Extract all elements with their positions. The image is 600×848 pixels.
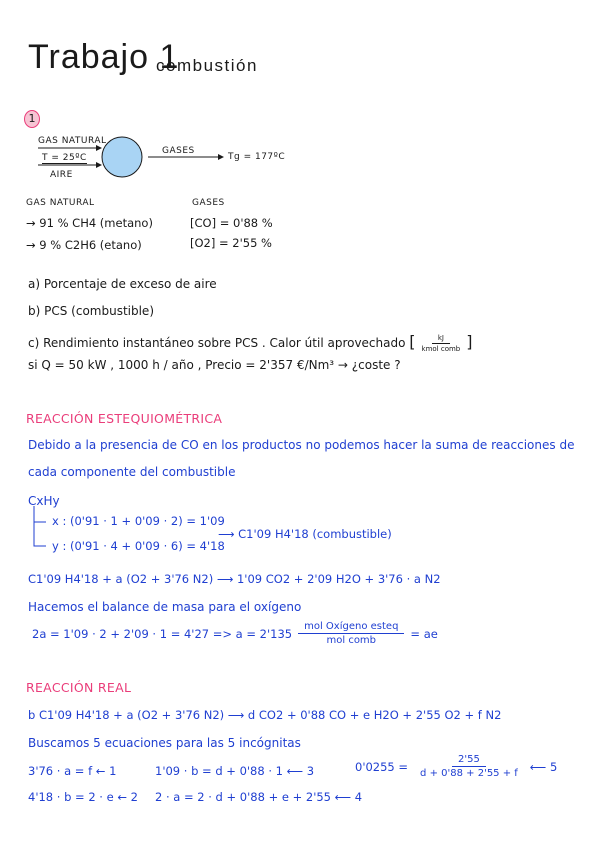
section-heading-real: REACCIÓN REAL [26,680,132,695]
input-aire: AIRE [50,170,73,180]
equation-5-left: 0'0255 = [355,759,409,774]
fuel-result: ⟶ C1'09 H4'18 (combustible) [218,527,392,541]
equation-3: 1'09 · b = d + 0'88 · 1 ⟵ 3 [155,764,315,778]
equation-5-fraction: $\frac{2'55}{d + 0'88 + 2'55 + f}$ [420,754,518,779]
question-c-text: c) Rendimiento instantáneo sobre PCS . Calor útil aprovechado [28,336,406,350]
stoich-text-line2: cada componente del combustible [28,465,236,479]
equation-5 [355,754,557,779]
section-heading-stoichiometric: REACCIÓN ESTEQUIOMÉTRICA [26,411,223,426]
balance-equation-tail: = ae [410,626,438,641]
question-b: b) PCS (combustible) [28,304,154,318]
question-d: si Q = 50 kW , 1000 h / año , Precio = 2'357 €/Nm³ → ¿coste ? [28,358,401,372]
balance-equation-left: 2a = 1'09 · 2 + 2'09 · 1 = 4'27 => a = 2'135 [32,626,293,641]
page-subtitle: combustión [156,56,258,75]
question-a: a) Porcentaje de exceso de aire [28,277,217,291]
equation-2: 4'18 · b = 2 · e ← 2 [28,790,138,804]
stoich-reaction: C1'09 H4'18 + a (O2 + 3'76 N2) ⟶ 1'09 CO2 + 2'09 H2O + 3'76 · a N2 [28,572,441,586]
balance-equation [32,621,438,646]
page-title: Trabajo 1 [28,38,180,76]
x-coefficient: x : (0'91 · 1 + 0'09 · 2) = 1'09 [52,514,225,528]
gases-item: [O2] = 2'55 % [190,236,272,250]
gas-natural-header: GAS NATURAL [26,198,95,208]
unit-fraction: $\frac{kJ}{\text{kmol comb}}$ [421,334,461,353]
equations-text: Buscamos 5 ecuaciones para las 5 incógnitas [28,736,301,750]
real-reaction: b C1'09 H4'18 + a (O2 + 3'76 N2) ⟶ d CO2 + 0'88 CO + e H2O + 2'55 O2 + f N2 [28,708,502,722]
gases-item: [CO] = 0'88 % [190,216,273,230]
combustion-chamber [102,137,142,177]
output-gases-label: GASES [162,146,195,156]
equation-4: 2 · a = 2 · d + 0'88 + e + 2'55 ⟵ 4 [155,790,363,804]
stoich-text-line1: Debido a la presencia de CO en los productos no podemos hacer la suma de reacciones de [28,438,575,452]
question-c: c) Rendimiento instantáneo sobre PCS . Calor útil aprovechado [ $\frac{kJ}{\text{kmol comb}}$ ] [28,332,473,353]
output-temperature: Tg = 177ºC [228,152,286,162]
equation-5-tag: ⟵ 5 [529,759,558,774]
balance-fraction: $\frac{\text{mol Oxígeno esteq}}{\text{mol comb}}$ [298,621,404,646]
gases-header: GASES [192,198,225,208]
gas-natural-item: → 9 % C2H6 (etano) [26,238,142,252]
branch-bracket [30,506,50,554]
y-coefficient: y : (0'91 · 4 + 0'09 · 6) = 4'18 [52,539,225,553]
gas-natural-item: → 91 % CH4 (metano) [26,216,153,230]
input-gas-natural: GAS NATURAL [38,136,107,146]
input-temperature: T = 25ºC [42,153,87,163]
balance-text: Hacemos el balance de masa para el oxígeno [28,600,302,614]
problem-number-badge: 1 [24,110,40,128]
equation-1: 3'76 · a = f ← 1 [28,764,117,778]
generic-fuel-formula: CxHy [28,494,60,508]
